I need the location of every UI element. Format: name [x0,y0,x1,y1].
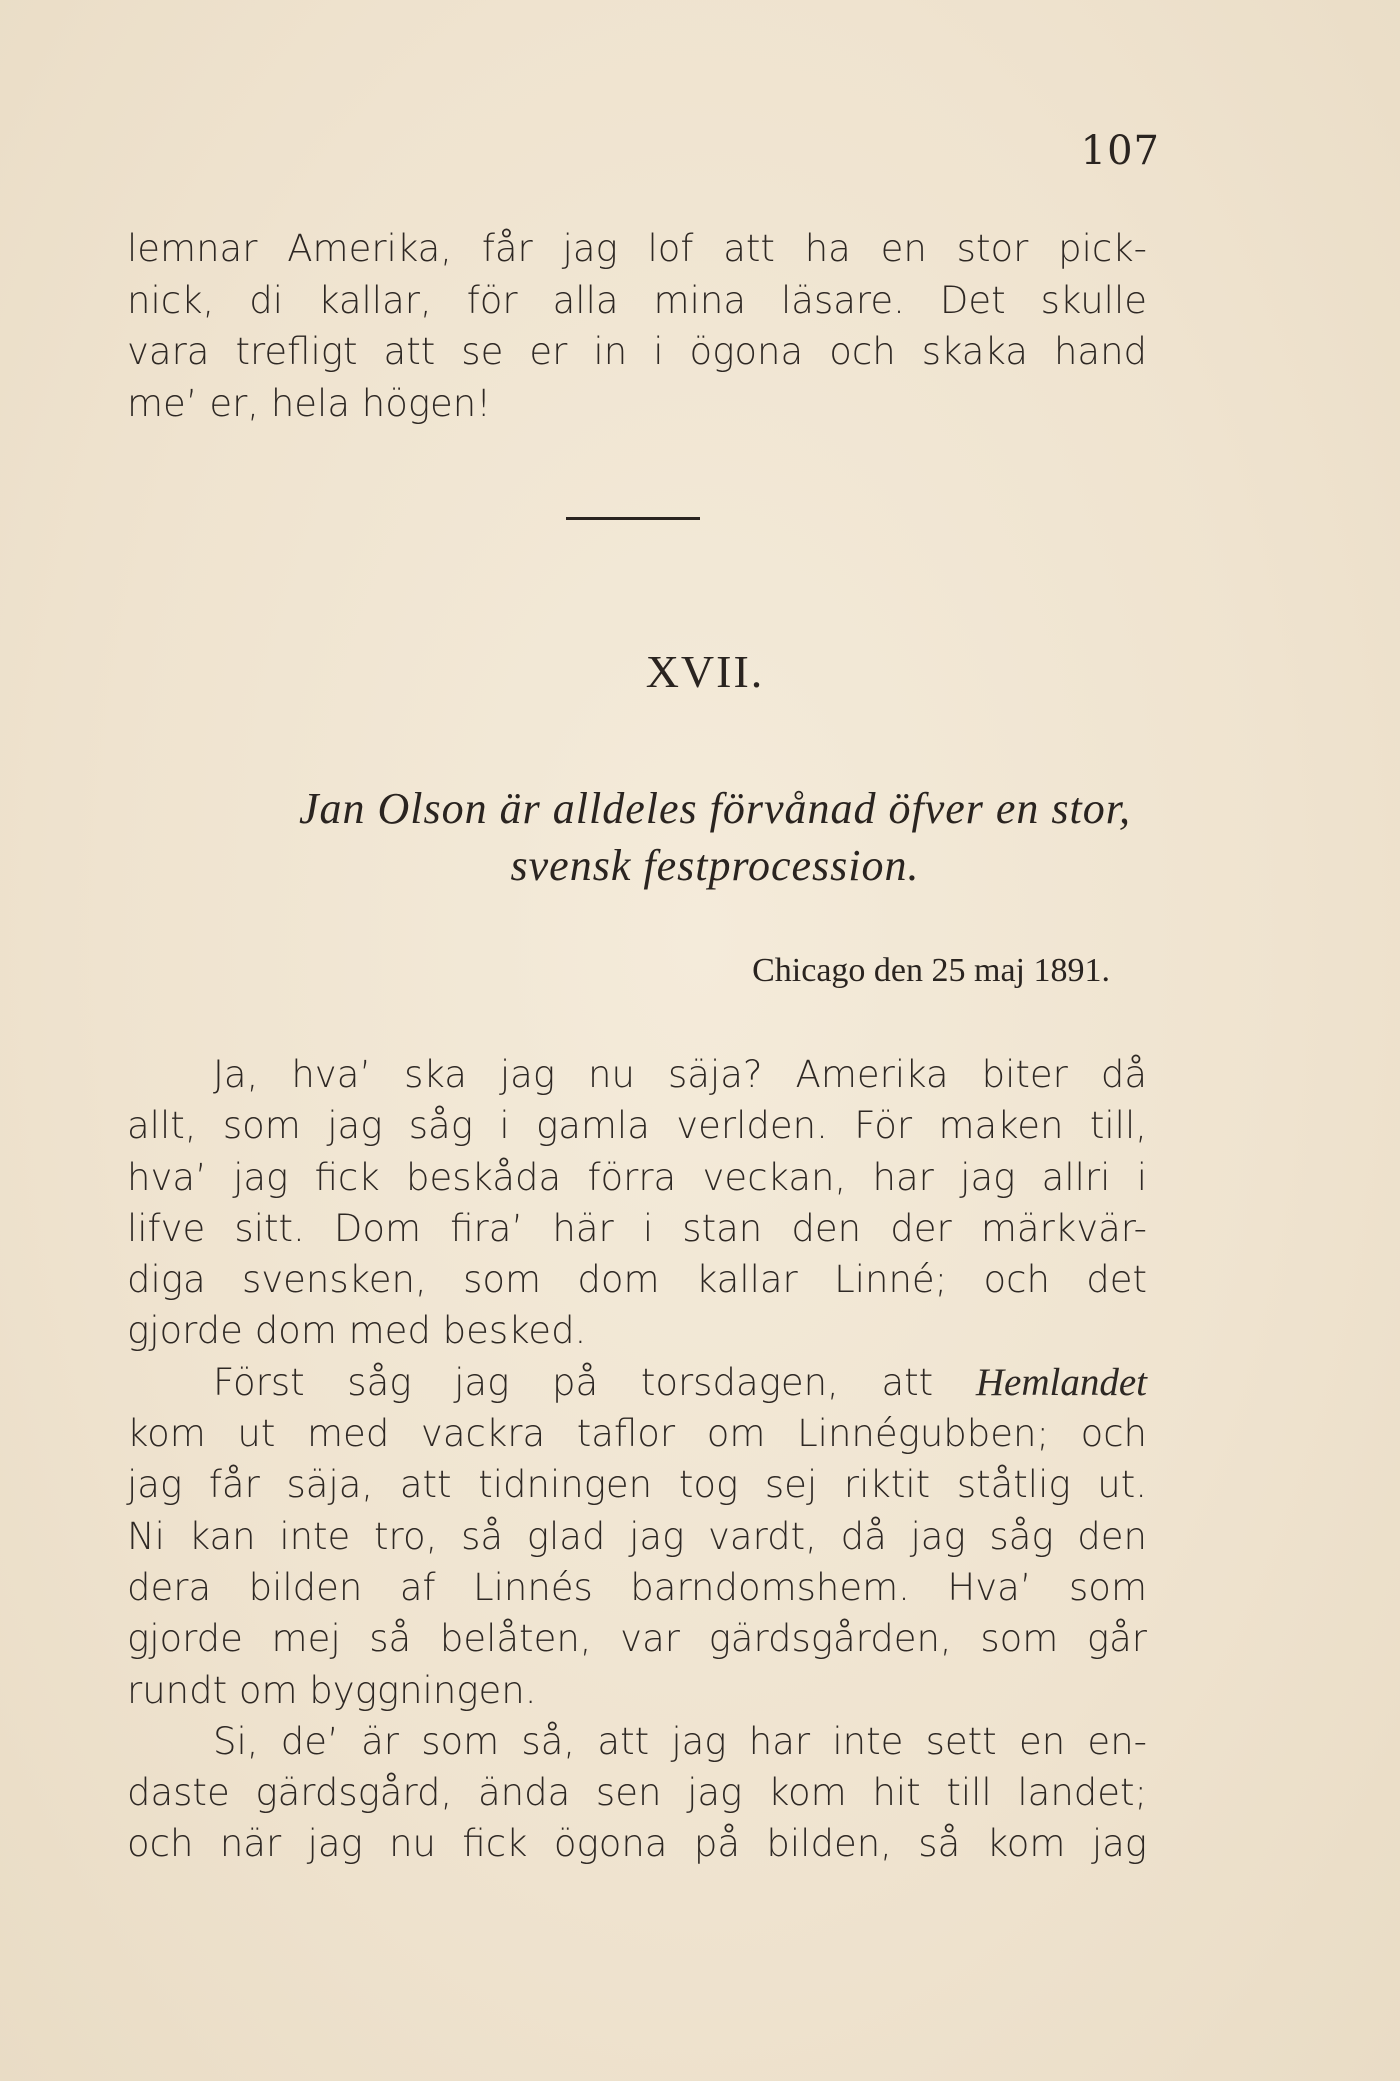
newspaper-title: Hemlandet [975,1360,1147,1404]
text-line: Si, de’ är som så, att jag har inte sett en en- [213,1719,1147,1763]
text-line: gjorde mej så belåten, var gärdsgården, som går [127,1617,1147,1661]
text-line: nick, di kallar, för alla mina läsare. Det skulle [127,278,1147,322]
text-line: kom ut med vackra taflor om Linnégubben; och [127,1412,1147,1456]
text-line: Ja, hva’ ska jag nu säja? Amerika biter då [213,1053,1147,1096]
page-number: 107 [1080,128,1160,174]
text-line: daste gärdsgård, ända sen jag kom hit till landet; [127,1771,1147,1815]
chapter-title-line-1: Jan Olson är alldeles förvånad öfver en stor, [298,784,1132,833]
text-line: Ni kan inte tro, så glad jag vardt, då jag såg den [127,1514,1147,1558]
chapter-number: XVII. [645,646,765,697]
text-line: hva’ jag fick beskåda förra veckan, har jag allri i [127,1155,1147,1199]
text-line: me’ er, hela högen! [127,381,492,425]
text-line [127,1357,1147,1408]
text-line: lifve sitt. Dom fira’ här i stan den der märkvär- [127,1206,1147,1250]
text-line: diga svensken, som dom kallar Linné; och det [127,1258,1147,1302]
text-line: rundt om byggningen. [127,1668,537,1712]
text-line: dera bilden af Linnés barndomshem. Hva’ som [127,1565,1147,1609]
section-separator [566,517,700,520]
dateline: Chicago den 25 maj 1891. [752,952,1110,989]
text-line: vara trefligt att se er in i ögona och skaka hand [127,330,1147,373]
text-line: jag får säja, att tidningen tog sej riktit ståtlig ut. [127,1463,1147,1507]
intro-paragraph [127,223,1147,429]
body-text [127,1049,1147,1870]
chapter-title-line-2: svensk festprocession. [510,841,920,890]
text-line: gjorde dom med besked. [127,1309,587,1353]
text-line: lemnar Amerika, får jag lof att ha en stor pick- [127,227,1147,270]
text-line: allt, som jag såg i gamla verlden. För maken till, [127,1104,1147,1148]
text-segment: Först såg jag på torsdagen, att [213,1360,976,1404]
text-line: och när jag nu fick ögona på bilden, så kom jag [127,1822,1147,1866]
